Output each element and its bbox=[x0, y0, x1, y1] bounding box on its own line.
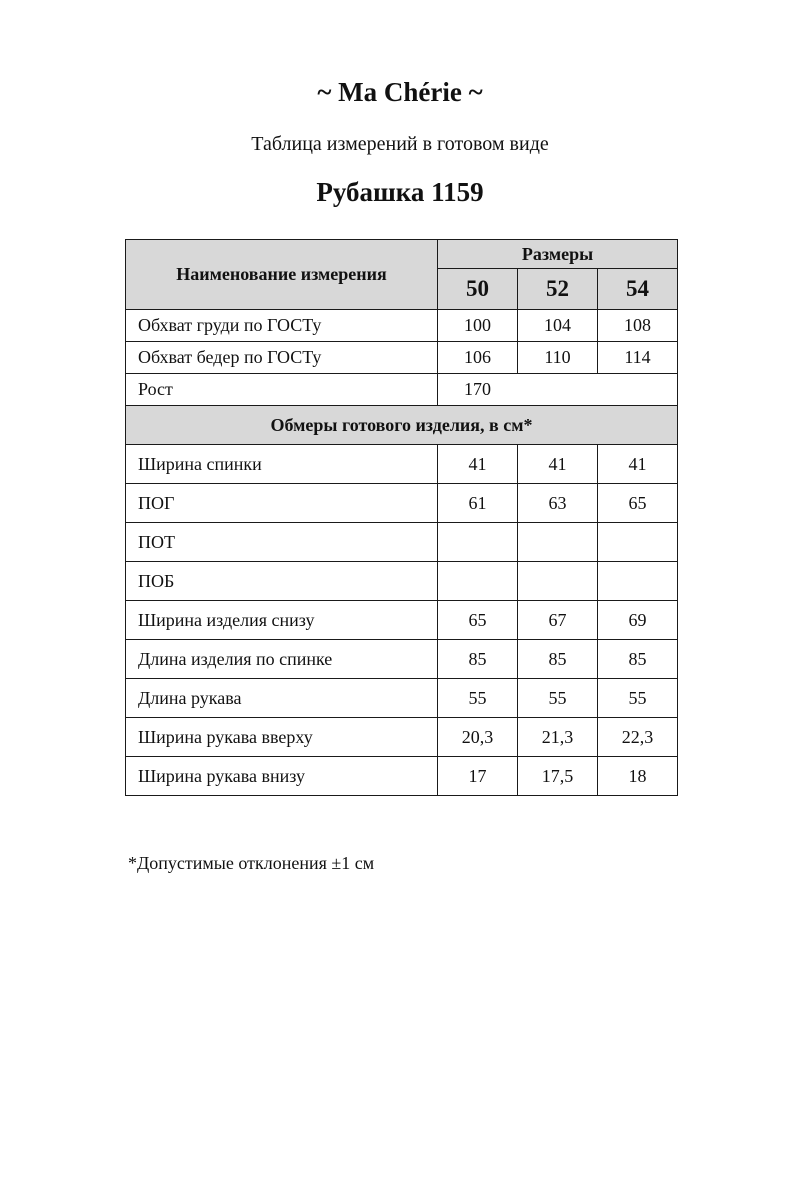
row-label: Ширина изделия снизу bbox=[126, 601, 438, 640]
row-label: Длина изделия по спинке bbox=[126, 640, 438, 679]
row-label: Обхват груди по ГОСТу bbox=[126, 310, 438, 342]
table-row bbox=[126, 342, 678, 374]
table-row bbox=[126, 445, 678, 484]
row-value: 85 bbox=[438, 640, 518, 679]
row-label: Рост bbox=[126, 374, 438, 406]
row-label: ПОБ bbox=[126, 562, 438, 601]
measurement-table bbox=[125, 239, 678, 796]
brand-title: ~ Ma Chérie ~ bbox=[317, 77, 483, 107]
row-value bbox=[438, 523, 518, 562]
table-row bbox=[126, 523, 678, 562]
row-value: 21,3 bbox=[518, 718, 598, 757]
row-value: 41 bbox=[598, 445, 678, 484]
size-header: 52 bbox=[518, 269, 598, 310]
row-value: 65 bbox=[598, 484, 678, 523]
row-value: 17,5 bbox=[518, 757, 598, 796]
row-label: Ширина спинки bbox=[126, 445, 438, 484]
row-value: 106 bbox=[438, 342, 518, 374]
row-value: 17 bbox=[438, 757, 518, 796]
table-row bbox=[126, 562, 678, 601]
row-label: ПОГ bbox=[126, 484, 438, 523]
row-value: 114 bbox=[598, 342, 678, 374]
row-value bbox=[598, 562, 678, 601]
table-row bbox=[126, 640, 678, 679]
row-value: 55 bbox=[438, 679, 518, 718]
row-value: 63 bbox=[518, 484, 598, 523]
row-value: 61 bbox=[438, 484, 518, 523]
table-row bbox=[126, 679, 678, 718]
row-value bbox=[518, 562, 598, 601]
height-value: 170 bbox=[438, 374, 678, 406]
row-label: ПОТ bbox=[126, 523, 438, 562]
row-value: 67 bbox=[518, 601, 598, 640]
table-row bbox=[126, 374, 678, 406]
row-value: 41 bbox=[438, 445, 518, 484]
row-value: 55 bbox=[518, 679, 598, 718]
table-subtitle: Таблица измерений в готовом виде bbox=[251, 133, 549, 155]
table-row bbox=[126, 757, 678, 796]
row-label: Длина рукава bbox=[126, 679, 438, 718]
table-row bbox=[126, 718, 678, 757]
row-value: 55 bbox=[598, 679, 678, 718]
row-value: 85 bbox=[598, 640, 678, 679]
row-value: 69 bbox=[598, 601, 678, 640]
row-value bbox=[518, 523, 598, 562]
section-header: Обмеры готового изделия, в см* bbox=[126, 406, 678, 445]
table-row bbox=[126, 601, 678, 640]
row-value: 108 bbox=[598, 310, 678, 342]
row-value: 20,3 bbox=[438, 718, 518, 757]
row-value: 41 bbox=[518, 445, 598, 484]
row-value bbox=[598, 523, 678, 562]
row-value: 85 bbox=[518, 640, 598, 679]
row-value: 18 bbox=[598, 757, 678, 796]
row-value: 65 bbox=[438, 601, 518, 640]
row-value: 104 bbox=[518, 310, 598, 342]
row-value: 100 bbox=[438, 310, 518, 342]
row-label: Обхват бедер по ГОСТу bbox=[126, 342, 438, 374]
row-label: Ширина рукава вверху bbox=[126, 718, 438, 757]
tolerance-footnote: *Допустимые отклонения ±1 см bbox=[128, 853, 375, 873]
size-header: 50 bbox=[438, 269, 518, 310]
row-label: Ширина рукава внизу bbox=[126, 757, 438, 796]
sizes-header: Размеры bbox=[438, 240, 678, 269]
measurement-name-header: Наименование измерения bbox=[126, 240, 438, 310]
row-value bbox=[438, 562, 518, 601]
table-row bbox=[126, 484, 678, 523]
table-row bbox=[126, 310, 678, 342]
size-header: 54 bbox=[598, 269, 678, 310]
row-value: 110 bbox=[518, 342, 598, 374]
row-value: 22,3 bbox=[598, 718, 678, 757]
product-title: Рубашка 1159 bbox=[316, 177, 484, 207]
